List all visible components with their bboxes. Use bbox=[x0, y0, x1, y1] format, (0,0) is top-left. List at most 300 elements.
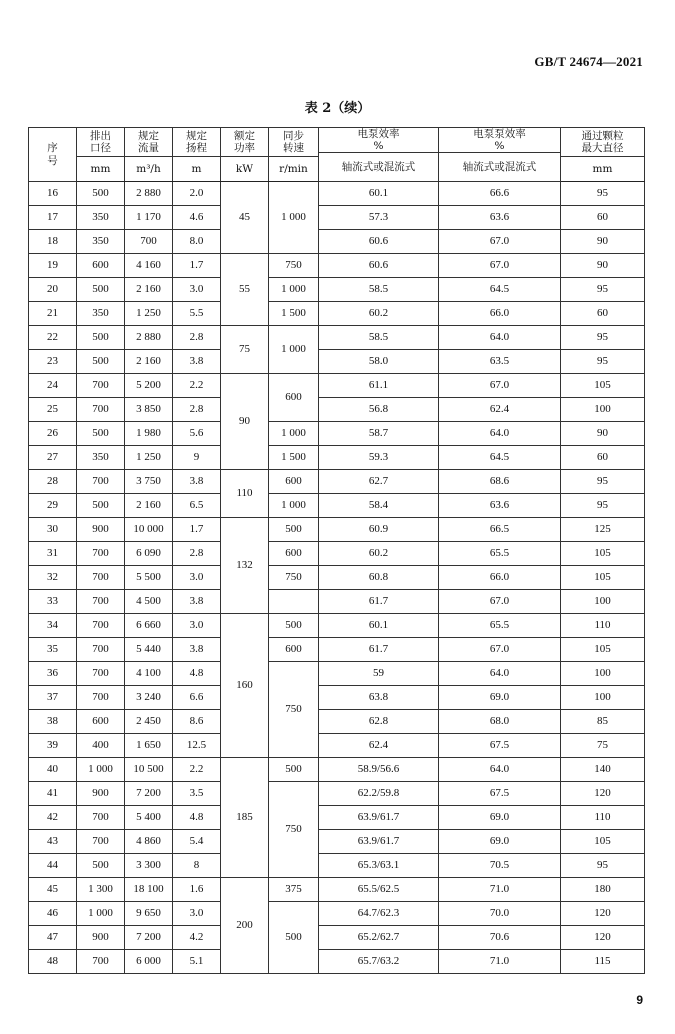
cell-eff1: 56.8 bbox=[319, 398, 439, 422]
cell-particle: 120 bbox=[561, 902, 645, 926]
cell-no: 31 bbox=[29, 542, 77, 566]
cell-flow: 9 650 bbox=[125, 902, 173, 926]
cell-particle: 105 bbox=[561, 374, 645, 398]
cell-particle: 90 bbox=[561, 230, 645, 254]
cell-eff1: 64.7/62.3 bbox=[319, 902, 439, 926]
cell-flow: 3 850 bbox=[125, 398, 173, 422]
cell-speed: 1 500 bbox=[269, 446, 319, 470]
cell-flow: 2 880 bbox=[125, 182, 173, 206]
cell-flow: 4 500 bbox=[125, 590, 173, 614]
cell-head: 3.8 bbox=[173, 470, 221, 494]
table-row bbox=[29, 806, 645, 830]
cell-eff1: 60.2 bbox=[319, 302, 439, 326]
header-diameter: 排出 口径 bbox=[77, 128, 125, 157]
cell-particle: 105 bbox=[561, 638, 645, 662]
table-row bbox=[29, 710, 645, 734]
cell-head: 4.8 bbox=[173, 662, 221, 686]
cell-no: 29 bbox=[29, 494, 77, 518]
table-row bbox=[29, 254, 645, 278]
cell-eff1: 63.9/61.7 bbox=[319, 830, 439, 854]
cell-no: 19 bbox=[29, 254, 77, 278]
table-row bbox=[29, 950, 645, 974]
cell-head: 2.8 bbox=[173, 542, 221, 566]
cell-flow: 700 bbox=[125, 230, 173, 254]
table-row bbox=[29, 518, 645, 542]
cell-eff1: 58.9/56.6 bbox=[319, 758, 439, 782]
cell-no: 20 bbox=[29, 278, 77, 302]
cell-particle: 105 bbox=[561, 830, 645, 854]
cell-diameter: 700 bbox=[77, 566, 125, 590]
cell-head: 12.5 bbox=[173, 734, 221, 758]
cell-eff1: 60.8 bbox=[319, 566, 439, 590]
cell-no: 33 bbox=[29, 590, 77, 614]
unit-diameter: mm bbox=[77, 157, 125, 182]
cell-speed: 500 bbox=[269, 614, 319, 638]
cell-no: 44 bbox=[29, 854, 77, 878]
cell-particle: 110 bbox=[561, 614, 645, 638]
cell-no: 27 bbox=[29, 446, 77, 470]
cell-eff2: 64.5 bbox=[439, 278, 561, 302]
cell-head: 4.6 bbox=[173, 206, 221, 230]
cell-power: 185 bbox=[221, 758, 269, 878]
cell-eff1: 63.8 bbox=[319, 686, 439, 710]
cell-particle: 90 bbox=[561, 422, 645, 446]
table-row bbox=[29, 758, 645, 782]
cell-diameter: 900 bbox=[77, 782, 125, 806]
cell-eff2: 65.5 bbox=[439, 614, 561, 638]
header-particle: 通过颗粒 最大直径 bbox=[561, 128, 645, 157]
cell-diameter: 700 bbox=[77, 614, 125, 638]
cell-eff1: 59 bbox=[319, 662, 439, 686]
cell-diameter: 500 bbox=[77, 494, 125, 518]
cell-diameter: 900 bbox=[77, 518, 125, 542]
header-flow: 规定 流量 bbox=[125, 128, 173, 157]
cell-eff2: 67.0 bbox=[439, 590, 561, 614]
table-row bbox=[29, 542, 645, 566]
cell-eff2: 71.0 bbox=[439, 950, 561, 974]
cell-diameter: 700 bbox=[77, 830, 125, 854]
cell-power: 55 bbox=[221, 254, 269, 326]
cell-eff1: 62.2/59.8 bbox=[319, 782, 439, 806]
cell-flow: 5 500 bbox=[125, 566, 173, 590]
cell-head: 2.2 bbox=[173, 758, 221, 782]
cell-eff1: 59.3 bbox=[319, 446, 439, 470]
header-eff2-sub: 轴流式或混流式 bbox=[439, 153, 561, 182]
cell-flow: 18 100 bbox=[125, 878, 173, 902]
cell-particle: 75 bbox=[561, 734, 645, 758]
cell-diameter: 700 bbox=[77, 398, 125, 422]
cell-particle: 100 bbox=[561, 398, 645, 422]
cell-no: 37 bbox=[29, 686, 77, 710]
cell-flow: 7 200 bbox=[125, 782, 173, 806]
cell-head: 1.6 bbox=[173, 878, 221, 902]
unit-head: m bbox=[173, 157, 221, 182]
table-row bbox=[29, 494, 645, 518]
cell-eff1: 61.7 bbox=[319, 638, 439, 662]
cell-eff2: 65.5 bbox=[439, 542, 561, 566]
cell-flow: 1 980 bbox=[125, 422, 173, 446]
table-row bbox=[29, 230, 645, 254]
cell-diameter: 1 000 bbox=[77, 758, 125, 782]
cell-flow: 4 160 bbox=[125, 254, 173, 278]
cell-eff1: 58.0 bbox=[319, 350, 439, 374]
cell-particle: 95 bbox=[561, 494, 645, 518]
unit-speed: r/min bbox=[269, 157, 319, 182]
cell-no: 40 bbox=[29, 758, 77, 782]
header-head: 规定 扬程 bbox=[173, 128, 221, 157]
table-row bbox=[29, 734, 645, 758]
cell-diameter: 700 bbox=[77, 542, 125, 566]
table-row bbox=[29, 614, 645, 638]
cell-diameter: 350 bbox=[77, 206, 125, 230]
table-row bbox=[29, 374, 645, 398]
cell-eff1: 61.1 bbox=[319, 374, 439, 398]
cell-flow: 4 860 bbox=[125, 830, 173, 854]
cell-head: 3.5 bbox=[173, 782, 221, 806]
cell-no: 23 bbox=[29, 350, 77, 374]
header-eff1-unit: % bbox=[373, 140, 384, 153]
cell-head: 2.2 bbox=[173, 374, 221, 398]
cell-power: 132 bbox=[221, 518, 269, 614]
cell-no: 30 bbox=[29, 518, 77, 542]
cell-eff1: 65.3/63.1 bbox=[319, 854, 439, 878]
cell-eff1: 65.2/62.7 bbox=[319, 926, 439, 950]
cell-diameter: 400 bbox=[77, 734, 125, 758]
cell-flow: 2 160 bbox=[125, 494, 173, 518]
table-row bbox=[29, 854, 645, 878]
table-body bbox=[29, 182, 645, 974]
cell-no: 22 bbox=[29, 326, 77, 350]
unit-power: kW bbox=[221, 157, 269, 182]
cell-flow: 5 400 bbox=[125, 806, 173, 830]
cell-speed: 750 bbox=[269, 566, 319, 590]
cell-diameter: 700 bbox=[77, 662, 125, 686]
cell-speed: 600 bbox=[269, 374, 319, 422]
cell-speed: 1 000 bbox=[269, 422, 319, 446]
cell-speed: 750 bbox=[269, 254, 319, 278]
cell-particle: 180 bbox=[561, 878, 645, 902]
header-eff1-sub: 轴流式或混流式 bbox=[319, 153, 439, 182]
cell-particle: 60 bbox=[561, 206, 645, 230]
cell-head: 3.0 bbox=[173, 278, 221, 302]
cell-eff1: 60.6 bbox=[319, 254, 439, 278]
table-row bbox=[29, 326, 645, 350]
cell-eff1: 63.9/61.7 bbox=[319, 806, 439, 830]
cell-flow: 2 160 bbox=[125, 350, 173, 374]
cell-head: 3.8 bbox=[173, 638, 221, 662]
cell-particle: 100 bbox=[561, 662, 645, 686]
cell-head: 4.8 bbox=[173, 806, 221, 830]
table-row bbox=[29, 278, 645, 302]
cell-no: 48 bbox=[29, 950, 77, 974]
cell-particle: 115 bbox=[561, 950, 645, 974]
cell-diameter: 600 bbox=[77, 254, 125, 278]
cell-power: 90 bbox=[221, 374, 269, 470]
header-eff2-label: 电泵泵效率 bbox=[473, 128, 526, 140]
cell-diameter: 500 bbox=[77, 350, 125, 374]
header-eff2 bbox=[439, 128, 561, 153]
table-row bbox=[29, 926, 645, 950]
cell-particle: 120 bbox=[561, 926, 645, 950]
cell-flow: 1 650 bbox=[125, 734, 173, 758]
cell-eff1: 58.5 bbox=[319, 326, 439, 350]
cell-particle: 125 bbox=[561, 518, 645, 542]
cell-speed: 1 000 bbox=[269, 326, 319, 374]
cell-head: 3.0 bbox=[173, 902, 221, 926]
cell-diameter: 900 bbox=[77, 926, 125, 950]
cell-eff2: 64.0 bbox=[439, 326, 561, 350]
table-row bbox=[29, 590, 645, 614]
cell-eff1: 60.1 bbox=[319, 182, 439, 206]
cell-power: 110 bbox=[221, 470, 269, 518]
cell-head: 5.6 bbox=[173, 422, 221, 446]
cell-eff1: 65.7/63.2 bbox=[319, 950, 439, 974]
cell-eff2: 64.0 bbox=[439, 758, 561, 782]
cell-eff2: 70.6 bbox=[439, 926, 561, 950]
cell-particle: 95 bbox=[561, 182, 645, 206]
cell-eff2: 63.6 bbox=[439, 494, 561, 518]
cell-eff2: 67.5 bbox=[439, 734, 561, 758]
cell-particle: 95 bbox=[561, 470, 645, 494]
cell-flow: 3 240 bbox=[125, 686, 173, 710]
cell-flow: 3 300 bbox=[125, 854, 173, 878]
cell-no: 47 bbox=[29, 926, 77, 950]
cell-no: 16 bbox=[29, 182, 77, 206]
cell-particle: 100 bbox=[561, 590, 645, 614]
cell-particle: 140 bbox=[561, 758, 645, 782]
cell-particle: 105 bbox=[561, 542, 645, 566]
cell-eff2: 71.0 bbox=[439, 878, 561, 902]
table-title: 表 2（续） bbox=[304, 101, 371, 116]
cell-flow: 10 000 bbox=[125, 518, 173, 542]
table-row bbox=[29, 686, 645, 710]
cell-no: 36 bbox=[29, 662, 77, 686]
cell-no: 21 bbox=[29, 302, 77, 326]
cell-speed: 1 000 bbox=[269, 278, 319, 302]
cell-eff2: 66.6 bbox=[439, 182, 561, 206]
cell-eff1: 58.4 bbox=[319, 494, 439, 518]
cell-diameter: 500 bbox=[77, 278, 125, 302]
cell-flow: 6 000 bbox=[125, 950, 173, 974]
cell-diameter: 500 bbox=[77, 326, 125, 350]
cell-flow: 4 100 bbox=[125, 662, 173, 686]
cell-particle: 60 bbox=[561, 302, 645, 326]
header-eff1 bbox=[319, 128, 439, 153]
cell-head: 8.0 bbox=[173, 230, 221, 254]
table-row bbox=[29, 902, 645, 926]
cell-head: 3.8 bbox=[173, 350, 221, 374]
cell-eff2: 67.0 bbox=[439, 374, 561, 398]
cell-eff2: 66.0 bbox=[439, 302, 561, 326]
header-speed: 同步 转速 bbox=[269, 128, 319, 157]
cell-diameter: 600 bbox=[77, 710, 125, 734]
cell-speed: 600 bbox=[269, 470, 319, 494]
cell-eff1: 60.6 bbox=[319, 230, 439, 254]
cell-speed: 600 bbox=[269, 638, 319, 662]
table-row bbox=[29, 302, 645, 326]
cell-diameter: 700 bbox=[77, 374, 125, 398]
cell-eff2: 67.0 bbox=[439, 638, 561, 662]
table-row bbox=[29, 350, 645, 374]
cell-head: 3.8 bbox=[173, 590, 221, 614]
cell-no: 35 bbox=[29, 638, 77, 662]
cell-eff2: 69.0 bbox=[439, 830, 561, 854]
cell-no: 39 bbox=[29, 734, 77, 758]
cell-no: 17 bbox=[29, 206, 77, 230]
cell-eff1: 58.5 bbox=[319, 278, 439, 302]
cell-eff1: 60.1 bbox=[319, 614, 439, 638]
cell-speed: 750 bbox=[269, 782, 319, 878]
cell-head: 4.2 bbox=[173, 926, 221, 950]
cell-flow: 1 250 bbox=[125, 302, 173, 326]
cell-diameter: 700 bbox=[77, 590, 125, 614]
cell-particle: 95 bbox=[561, 854, 645, 878]
cell-eff2: 66.5 bbox=[439, 518, 561, 542]
cell-no: 32 bbox=[29, 566, 77, 590]
cell-diameter: 1 300 bbox=[77, 878, 125, 902]
cell-diameter: 700 bbox=[77, 806, 125, 830]
cell-no: 26 bbox=[29, 422, 77, 446]
cell-eff1: 65.5/62.5 bbox=[319, 878, 439, 902]
header-no: 序 号 bbox=[29, 128, 77, 182]
cell-flow: 2 450 bbox=[125, 710, 173, 734]
cell-speed: 1 000 bbox=[269, 182, 319, 254]
table-row bbox=[29, 446, 645, 470]
cell-eff2: 69.0 bbox=[439, 686, 561, 710]
cell-flow: 5 200 bbox=[125, 374, 173, 398]
cell-eff2: 64.0 bbox=[439, 422, 561, 446]
cell-no: 18 bbox=[29, 230, 77, 254]
cell-eff2: 67.0 bbox=[439, 230, 561, 254]
cell-power: 200 bbox=[221, 878, 269, 974]
table-row bbox=[29, 566, 645, 590]
header-eff1-label: 电泵效率 bbox=[357, 128, 400, 140]
cell-eff1: 60.9 bbox=[319, 518, 439, 542]
cell-particle: 90 bbox=[561, 254, 645, 278]
cell-particle: 105 bbox=[561, 566, 645, 590]
cell-head: 8.6 bbox=[173, 710, 221, 734]
table-row bbox=[29, 182, 645, 206]
cell-particle: 85 bbox=[561, 710, 645, 734]
cell-eff2: 66.0 bbox=[439, 566, 561, 590]
table-row bbox=[29, 878, 645, 902]
cell-eff2: 67.0 bbox=[439, 254, 561, 278]
cell-flow: 6 660 bbox=[125, 614, 173, 638]
cell-head: 5.5 bbox=[173, 302, 221, 326]
cell-head: 3.0 bbox=[173, 566, 221, 590]
cell-particle: 95 bbox=[561, 326, 645, 350]
cell-eff2: 68.6 bbox=[439, 470, 561, 494]
cell-no: 45 bbox=[29, 878, 77, 902]
cell-diameter: 500 bbox=[77, 182, 125, 206]
cell-flow: 7 200 bbox=[125, 926, 173, 950]
cell-eff1: 58.7 bbox=[319, 422, 439, 446]
cell-diameter: 350 bbox=[77, 230, 125, 254]
cell-eff2: 70.5 bbox=[439, 854, 561, 878]
cell-diameter: 350 bbox=[77, 446, 125, 470]
unit-flow: m³/h bbox=[125, 157, 173, 182]
cell-power: 75 bbox=[221, 326, 269, 374]
cell-speed: 375 bbox=[269, 878, 319, 902]
cell-speed: 600 bbox=[269, 542, 319, 566]
cell-flow: 10 500 bbox=[125, 758, 173, 782]
cell-no: 38 bbox=[29, 710, 77, 734]
standard-number: GB/T 24674—2021 bbox=[534, 54, 643, 69]
cell-particle: 95 bbox=[561, 350, 645, 374]
cell-head: 1.7 bbox=[173, 254, 221, 278]
cell-flow: 1 170 bbox=[125, 206, 173, 230]
cell-speed: 1 500 bbox=[269, 302, 319, 326]
table-row bbox=[29, 638, 645, 662]
table-row bbox=[29, 830, 645, 854]
cell-diameter: 1 000 bbox=[77, 902, 125, 926]
cell-head: 2.0 bbox=[173, 182, 221, 206]
cell-diameter: 700 bbox=[77, 638, 125, 662]
cell-flow: 2 160 bbox=[125, 278, 173, 302]
cell-speed: 1 000 bbox=[269, 494, 319, 518]
cell-flow: 5 440 bbox=[125, 638, 173, 662]
pump-performance-table bbox=[28, 127, 645, 974]
cell-head: 3.0 bbox=[173, 614, 221, 638]
table-row bbox=[29, 470, 645, 494]
cell-particle: 120 bbox=[561, 782, 645, 806]
cell-head: 9 bbox=[173, 446, 221, 470]
cell-head: 5.1 bbox=[173, 950, 221, 974]
cell-flow: 2 880 bbox=[125, 326, 173, 350]
cell-eff2: 68.0 bbox=[439, 710, 561, 734]
cell-eff2: 63.6 bbox=[439, 206, 561, 230]
page-number: 9 bbox=[636, 993, 643, 1007]
cell-speed: 500 bbox=[269, 902, 319, 974]
cell-diameter: 500 bbox=[77, 854, 125, 878]
cell-eff2: 64.5 bbox=[439, 446, 561, 470]
cell-flow: 6 090 bbox=[125, 542, 173, 566]
pump-table-container bbox=[28, 127, 644, 974]
cell-particle: 95 bbox=[561, 278, 645, 302]
cell-speed: 750 bbox=[269, 662, 319, 758]
cell-particle: 60 bbox=[561, 446, 645, 470]
cell-no: 41 bbox=[29, 782, 77, 806]
cell-eff2: 67.5 bbox=[439, 782, 561, 806]
cell-diameter: 700 bbox=[77, 950, 125, 974]
cell-no: 34 bbox=[29, 614, 77, 638]
cell-head: 5.4 bbox=[173, 830, 221, 854]
cell-no: 43 bbox=[29, 830, 77, 854]
cell-diameter: 500 bbox=[77, 422, 125, 446]
cell-power: 45 bbox=[221, 182, 269, 254]
cell-eff1: 60.2 bbox=[319, 542, 439, 566]
cell-diameter: 700 bbox=[77, 686, 125, 710]
cell-flow: 3 750 bbox=[125, 470, 173, 494]
table-row bbox=[29, 662, 645, 686]
cell-head: 2.8 bbox=[173, 398, 221, 422]
cell-eff2: 64.0 bbox=[439, 662, 561, 686]
cell-eff1: 57.3 bbox=[319, 206, 439, 230]
cell-flow: 1 250 bbox=[125, 446, 173, 470]
unit-particle: mm bbox=[561, 157, 645, 182]
cell-eff2: 69.0 bbox=[439, 806, 561, 830]
cell-head: 6.5 bbox=[173, 494, 221, 518]
cell-eff1: 61.7 bbox=[319, 590, 439, 614]
cell-eff1: 62.4 bbox=[319, 734, 439, 758]
table-row bbox=[29, 398, 645, 422]
cell-no: 24 bbox=[29, 374, 77, 398]
header-power: 额定 功率 bbox=[221, 128, 269, 157]
cell-no: 46 bbox=[29, 902, 77, 926]
table-row bbox=[29, 422, 645, 446]
cell-eff2: 62.4 bbox=[439, 398, 561, 422]
table-row bbox=[29, 206, 645, 230]
